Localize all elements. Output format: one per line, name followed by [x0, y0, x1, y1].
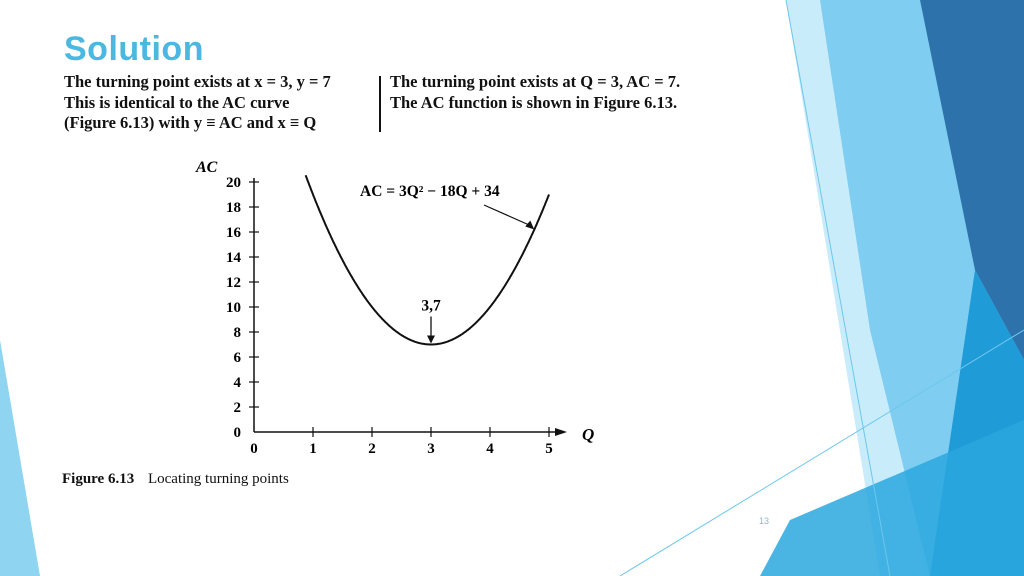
right-text-line: The turning point exists at Q = 3, AC = 7. — [390, 72, 681, 91]
chart-series — [306, 175, 549, 344]
x-tick-label: 5 — [545, 441, 553, 457]
figure-caption-text: Locating turning points — [147, 471, 289, 487]
y-tick-label: 16 — [226, 225, 241, 241]
y-tick-label: 12 — [226, 275, 241, 291]
y-tick-label: 10 — [226, 300, 241, 316]
y-tick-label: 20 — [226, 175, 241, 191]
y-tick-label: 8 — [233, 325, 241, 341]
figure-caption — [62, 471, 289, 488]
y-tick-label: 0 — [233, 425, 241, 441]
x-tick-label: 3 — [427, 441, 435, 457]
x-tick-label: 4 — [486, 441, 494, 457]
left-text-line: (Figure 6.13) with y ≡ AC and x ≡ Q — [64, 113, 317, 132]
x-axis-arrow — [555, 428, 567, 436]
chart-ticks — [226, 175, 553, 457]
chart-annotations — [360, 183, 534, 344]
x-tick-label: 1 — [309, 441, 317, 457]
y-axis-label: AC — [196, 159, 218, 176]
equation-label: AC = 3Q² − 18Q + 34 — [360, 183, 500, 200]
y-tick-label: 2 — [233, 400, 241, 416]
x-axis-label: Q — [582, 425, 595, 444]
left-text-line: The turning point exists at x = 3, y = 7 — [64, 72, 331, 91]
equation-arrow-head — [525, 221, 534, 230]
page-number: 13 — [759, 516, 770, 526]
y-tick-label: 14 — [226, 250, 241, 266]
x-tick-label: 0 — [250, 441, 258, 457]
y-tick-label: 4 — [233, 375, 241, 391]
left-text-line: This is identical to the AC curve — [64, 92, 290, 112]
chart-axes — [254, 178, 567, 436]
right-text-line: The AC function is shown in Figure 6.13. — [390, 92, 678, 112]
turning-point-label: 3,7 — [421, 297, 441, 315]
y-tick-label: 6 — [233, 350, 241, 366]
figure-caption-label: Figure 6.13 — [62, 471, 135, 487]
slide-title: Solution — [64, 30, 204, 68]
ac-curve-line — [306, 175, 549, 344]
x-tick-label: 2 — [368, 441, 376, 457]
turning-point-arrow-head — [427, 336, 435, 344]
y-tick-label: 18 — [226, 200, 241, 216]
equation-arrow-line — [484, 205, 530, 226]
